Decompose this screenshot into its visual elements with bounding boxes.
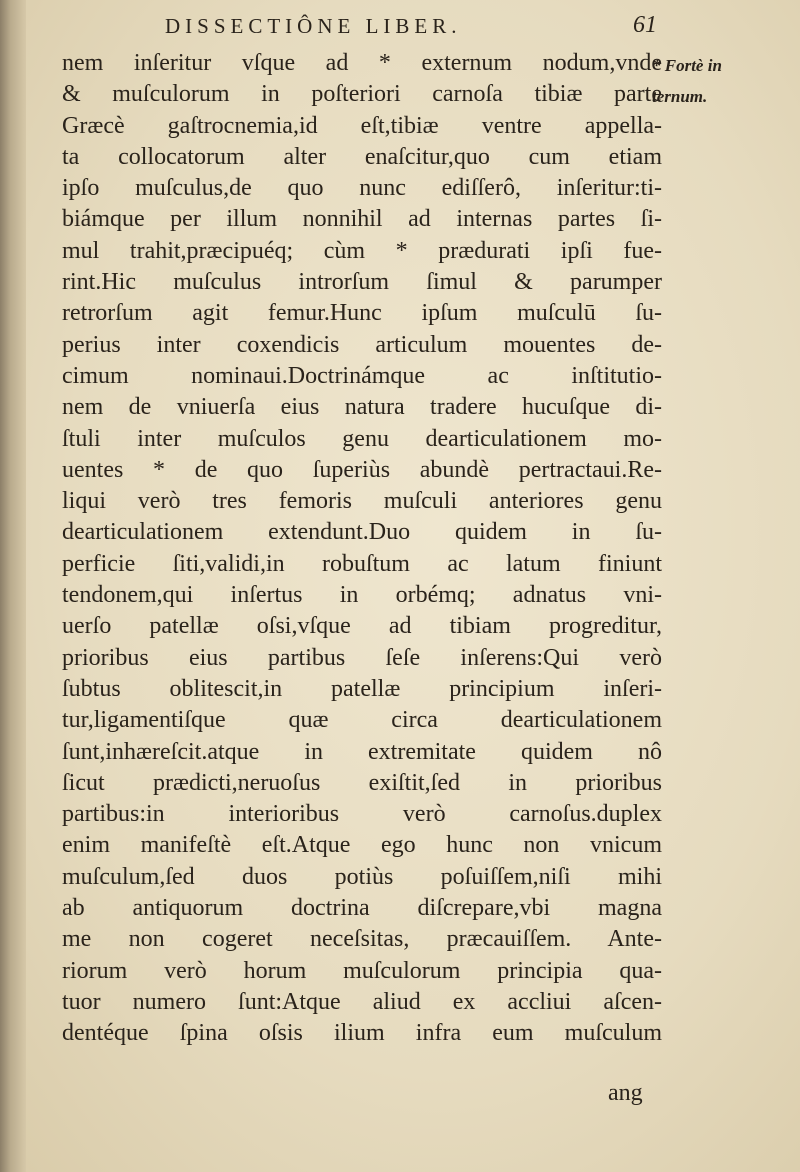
text-line: nem inſeritur vſque ad * externum nodum,vnde — [62, 50, 662, 76]
body-text — [62, 48, 662, 1050]
text-line: nem de vniuerſa eius natura tradere hucuſque di- — [62, 394, 662, 421]
text-line: Græcè gaſtrocnemia,id eſt,tibiæ ventre appella- — [62, 112, 662, 139]
text-line: dentéque ſpina oſsis ilium infra eum muſculum — [62, 1020, 662, 1047]
text-line: uerſo patellæ oſsi,vſque ad tibiam progreditur, — [62, 613, 662, 640]
text-line: muſculum,ſed duos potiùs poſuiſſem,niſi mihi — [62, 863, 662, 890]
text-line: biámque per illum nonnihil ad internas partes ſi- — [62, 206, 662, 233]
text-line: me non cogeret neceſsitas, præcauiſſem. Ante- — [62, 926, 662, 953]
text-line: ſicut prædicti,neruoſus exiſtit,ſed in prioribus — [62, 769, 662, 796]
page-gutter — [0, 0, 26, 1172]
text-line: riorum verò horum muſculorum principia qua- — [62, 957, 662, 984]
text-line: enim manifeſtè eſt.Atque ego hunc non vnicum — [62, 832, 662, 859]
running-title: DISSECTIÔNE LIBER. — [165, 14, 462, 38]
folio-number: 61 — [633, 12, 657, 38]
text-line: ab antiquorum doctrina diſcrepare,vbi magna — [62, 895, 662, 922]
page-header — [165, 10, 665, 44]
marginal-note-line: ternum. — [652, 87, 708, 106]
text-line: retrorſum agit femur.Hunc ipſum muſculū ſu- — [62, 300, 662, 327]
text-line: & muſculorum in poſteriori carnoſa tibiæ parte — [62, 81, 662, 108]
text-line: cimum nominaui.Doctrinámque ac inſtitutio- — [62, 362, 662, 389]
text-line: ſunt,inhæreſcit.atque in extremitate quidem nô — [62, 738, 662, 765]
text-line: liqui verò tres femoris muſculi anteriores genu — [62, 488, 662, 515]
text-line: ipſo muſculus,de quo nunc ediſſerô, inſeritur:ti- — [62, 175, 662, 202]
text-line: dearticulationem extendunt.Duo quidem in ſu- — [62, 519, 662, 546]
text-line: perius inter coxendicis articulum mouentes de- — [62, 331, 662, 358]
text-line: ta collocatorum alter enaſcitur,quo cum etiam — [62, 143, 662, 170]
text-line: ſubtus oblitescit,in patellæ principium inſeri- — [62, 675, 662, 702]
text-line: prioribus eius partibus ſeſe inſerens:Qui verò — [62, 644, 662, 671]
text-line: rint.Hic muſculus introrſum ſimul & parumper — [62, 269, 662, 296]
text-line: partibus:in interioribus verò carnoſus.duplex — [62, 801, 662, 828]
marginal-note-line: * Fortè in — [652, 56, 722, 75]
marginal-note — [652, 50, 792, 112]
text-line: ſtuli inter muſculos genu dearticulationem mo- — [62, 425, 662, 452]
text-line: tur,ligamentiſque quæ circa dearticulationem — [62, 707, 662, 734]
text-line: mul trahit,præcipuéq; cùm * prædurati ipſi fue- — [62, 237, 662, 264]
text-line: tuor numero ſunt:Atque aliud ex accliui aſcen- — [62, 988, 662, 1015]
text-line: tendonem,qui inſertus in orbémq; adnatus vni- — [62, 582, 662, 609]
text-line: perficie ſiti,validi,in robuſtum ac latum finiunt — [62, 550, 662, 577]
catchword: ang — [608, 1080, 643, 1106]
text-line: uentes * de quo ſuperiùs abundè pertractaui.Re- — [62, 456, 662, 483]
